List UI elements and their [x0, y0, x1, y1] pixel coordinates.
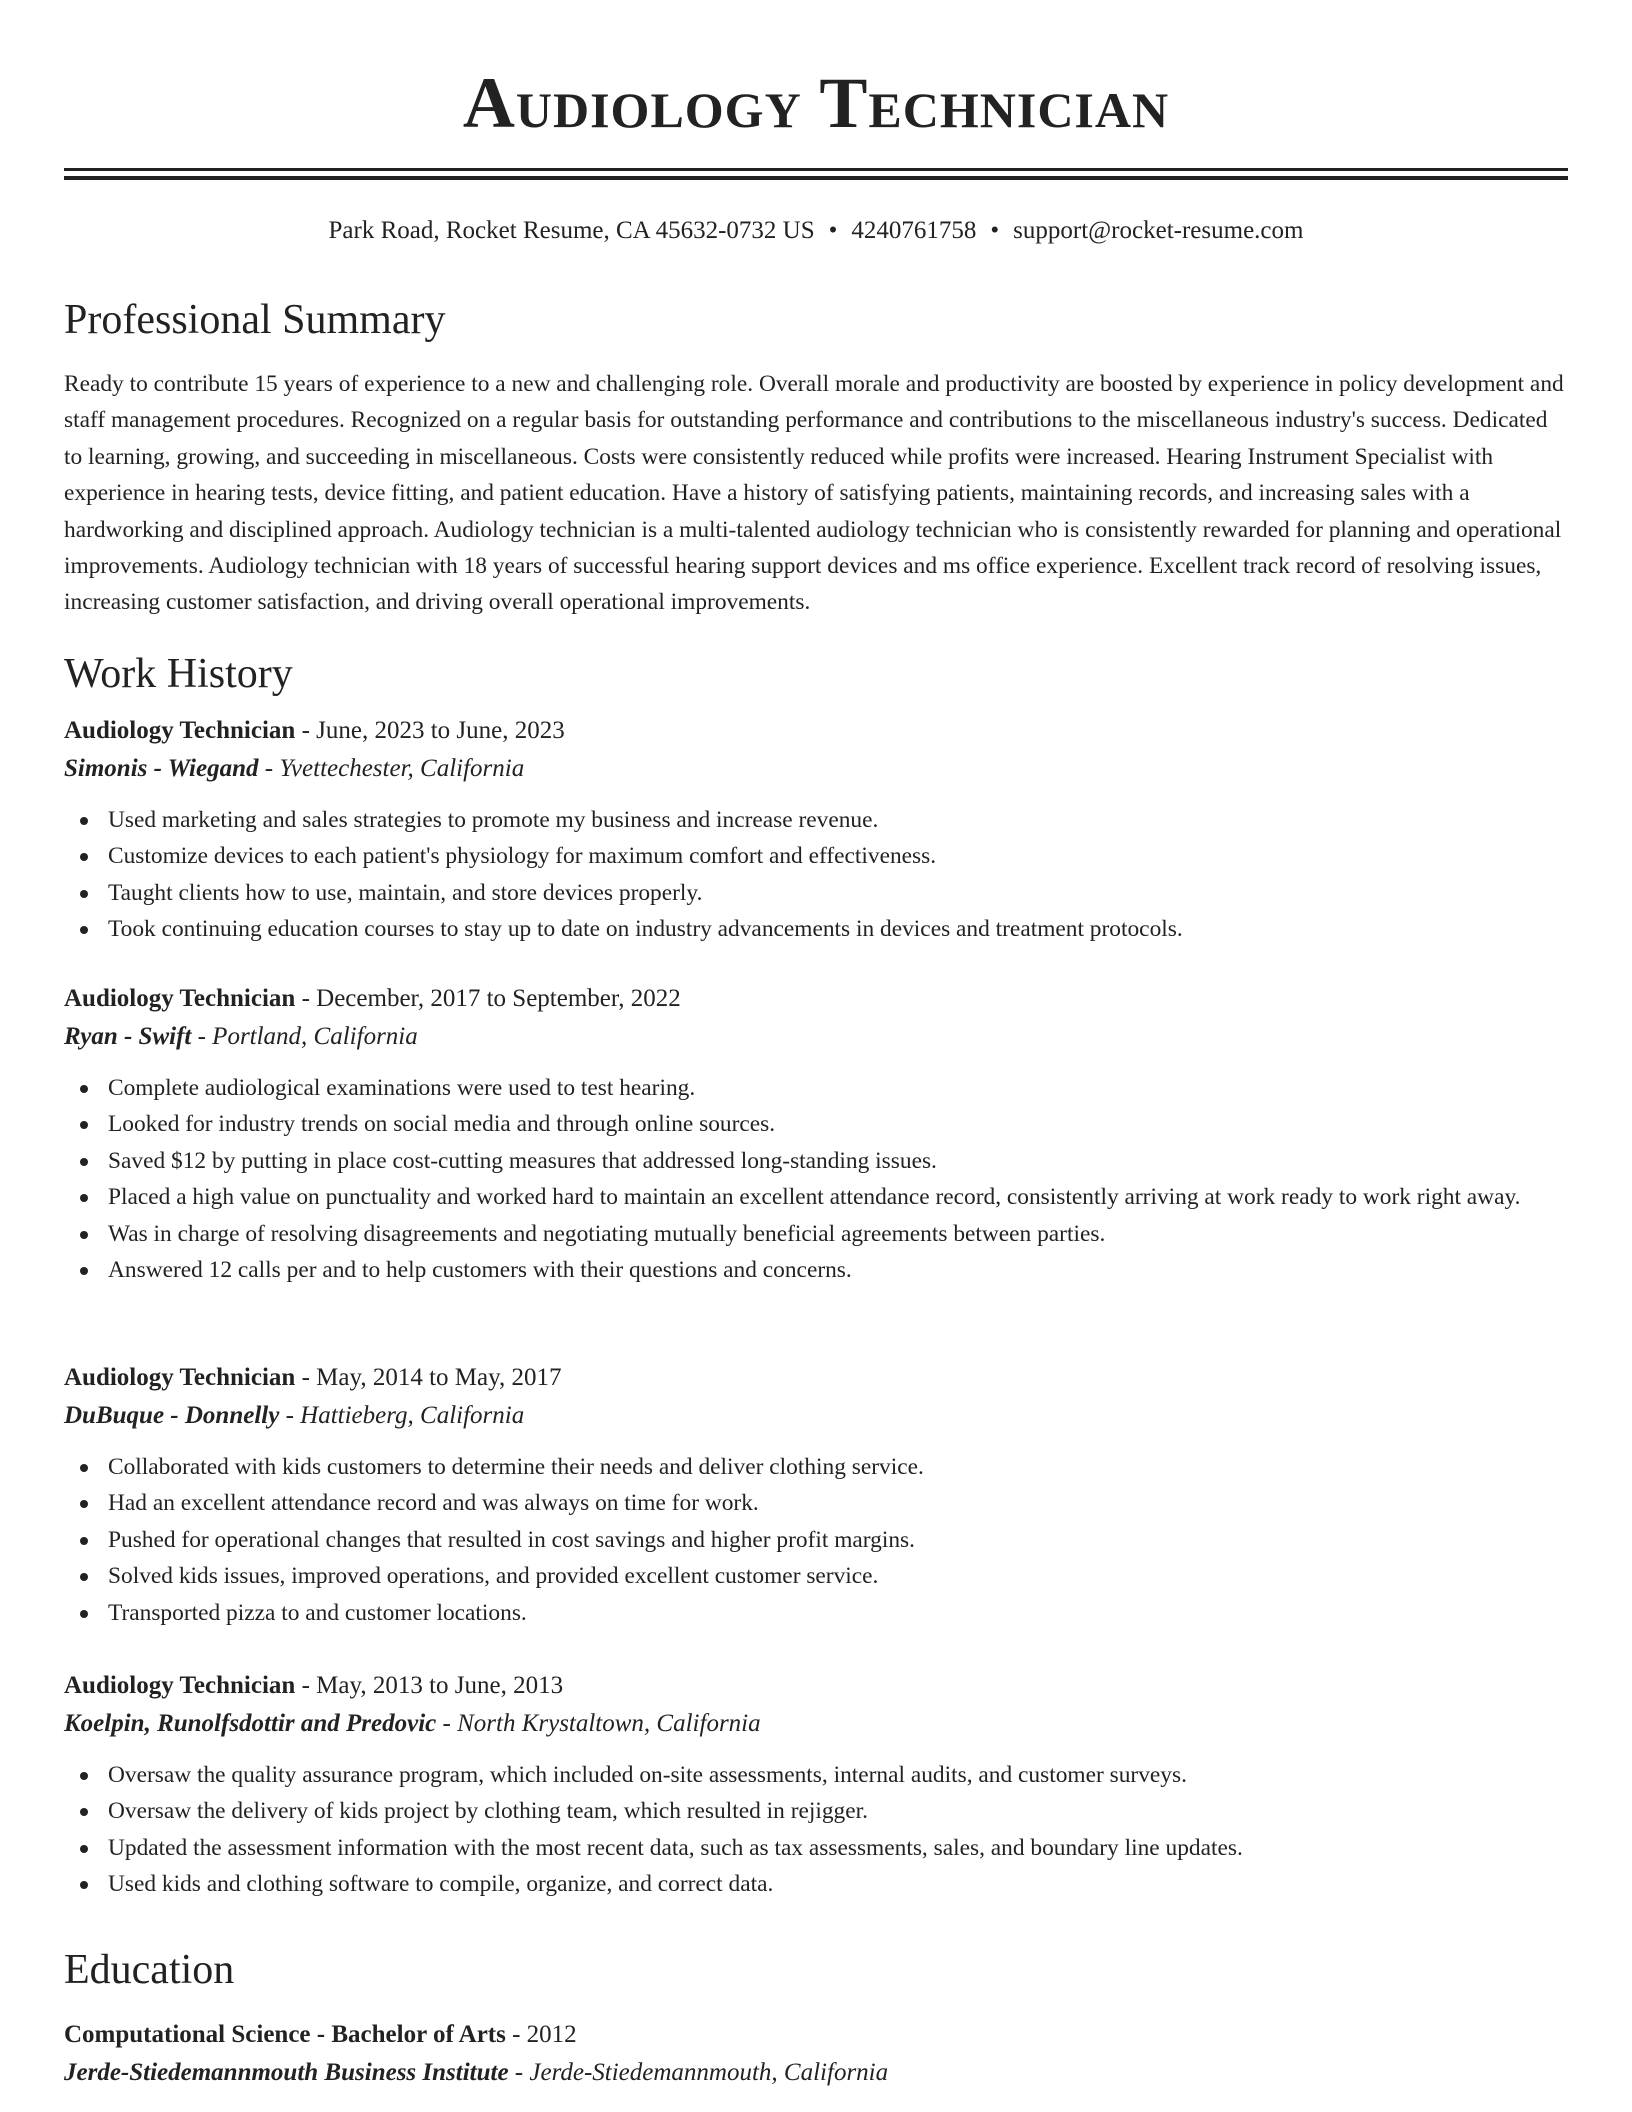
contact-phone: 4240761758: [851, 217, 977, 244]
list-item: [64, 1252, 1568, 1288]
job-title-line: [64, 1359, 1568, 1397]
job-bullets: [64, 1757, 1568, 1903]
list-item: [64, 1106, 1568, 1142]
list-item: [64, 838, 1568, 874]
bullet-icon: [80, 1231, 88, 1239]
job-title: Audiology Technician: [64, 985, 296, 1012]
bullet-icon: [80, 853, 88, 861]
bullet-text: Answered 12 calls per and to help customers with their questions and concerns.: [108, 1257, 852, 1284]
job-title: Audiology Technician: [64, 717, 296, 744]
bullet-icon: [80, 926, 88, 934]
bullet-icon: [80, 1464, 88, 1472]
job-employer-line: [64, 750, 1568, 788]
bullet-text: Saved $12 by putting in place cost-cutting measures that addressed long-standing issues.: [108, 1147, 937, 1174]
job-employer-line: [64, 1705, 1568, 1743]
bullet-icon: [80, 1085, 88, 1093]
degree-line: [64, 2016, 1568, 2054]
list-item: [64, 1595, 1568, 1631]
list-item: [64, 1558, 1568, 1594]
bullet-text: Used kids and clothing software to compile, organize, and correct data.: [108, 1871, 774, 1898]
summary-heading: Professional Summary: [64, 297, 446, 343]
bullet-text: Collaborated with kids customers to determine their needs and deliver clothing service.: [108, 1454, 924, 1480]
job-company: Simonis - Wiegand: [64, 755, 259, 782]
bullet-text: Used marketing and sales strategies to promote my business and increase revenue.: [108, 807, 879, 833]
job-employer-line: [64, 1397, 1568, 1435]
bullet-icon: [80, 1808, 88, 1816]
list-item: [64, 1216, 1568, 1252]
list-item: [64, 1793, 1568, 1829]
bullet-icon: [80, 1121, 88, 1129]
bullet-text: Had an excellent attendance record and was always on time for work.: [108, 1490, 759, 1517]
job-dates: - June, 2023 to June, 2023: [295, 717, 565, 744]
job-company: Ryan - Swift: [64, 1023, 192, 1050]
list-item: [64, 1485, 1568, 1521]
job-location: - Portland, California: [191, 1023, 418, 1050]
job-bullets: [64, 1449, 1568, 1631]
bullet-text: Took continuing education courses to stay up to date on industry advancements in devices and treatment protocols.: [108, 916, 1183, 943]
resume-title: Audiology Technician: [462, 63, 1170, 143]
job-title-line: [64, 1667, 1568, 1705]
bullet-text: Pushed for operational changes that resulted in cost savings and higher profit margins.: [108, 1526, 916, 1553]
list-item: [64, 1830, 1568, 1866]
job-location: - Yvettechester, California: [258, 755, 525, 782]
school-location: - Jerde-Stiedemannmouth, California: [508, 2059, 889, 2086]
bullet-icon: [80, 1158, 88, 1166]
job-bullets: [64, 1070, 1568, 1288]
bullet-text: Placed a high value on punctuality and worked hard to maintain an excellent attendance record, consistently arriving at work ready to work right away.: [108, 1184, 1521, 1211]
bullet-icon: [80, 1610, 88, 1618]
job-title-line: [64, 712, 1568, 750]
job-entry: [64, 712, 1568, 948]
work-history-heading: Work History: [64, 651, 293, 697]
contact-email: support@rocket-resume.com: [1013, 217, 1304, 244]
list-item: [64, 1757, 1568, 1793]
list-item: [64, 911, 1568, 947]
contact-address: Park Road, Rocket Resume, CA 45632-0732 US: [328, 217, 815, 244]
bullet-text: Looked for industry trends on social media and through online sources.: [108, 1111, 776, 1138]
job-location: - North Krystaltown, California: [436, 1710, 761, 1737]
title-divider-thick: [64, 176, 1568, 180]
bullet-text: Transported pizza to and customer locations.: [108, 1599, 527, 1626]
bullet-text: Was in charge of resolving disagreements and negotiating mutually beneficial agreements between parties.: [108, 1220, 1106, 1247]
job-title: Audiology Technician: [64, 1364, 296, 1391]
bullet-icon: [80, 1500, 88, 1508]
job-entry: [64, 1359, 1568, 1631]
job-dates: - May, 2014 to May, 2017: [295, 1364, 562, 1391]
title-divider-thin: [64, 168, 1568, 171]
job-dates: - December, 2017 to September, 2022: [295, 985, 681, 1012]
school-name: Jerde-Stiedemannmouth Business Institute: [64, 2059, 509, 2086]
list-item: [64, 1522, 1568, 1558]
job-entry: [64, 1667, 1568, 1903]
list-item: [64, 1179, 1568, 1215]
bullet-icon: [80, 817, 88, 825]
bullet-icon: [80, 1267, 88, 1275]
list-item: [64, 1070, 1568, 1106]
job-entry: [64, 980, 1568, 1288]
contact-separator: •: [828, 217, 838, 244]
list-item: [64, 875, 1568, 911]
bullet-text: Customize devices to each patient's physiology for maximum comfort and effectiveness.: [108, 843, 937, 870]
job-dates: - May, 2013 to June, 2013: [295, 1672, 564, 1699]
job-employer-line: [64, 1018, 1568, 1056]
bullet-icon: [80, 890, 88, 898]
bullet-icon: [80, 1881, 88, 1889]
list-item: [64, 1866, 1568, 1902]
bullet-text: Updated the assessment information with the most recent data, such as tax assessments, sales, and boundary line updates.: [108, 1834, 1243, 1861]
list-item: [64, 802, 1568, 838]
job-title: Audiology Technician: [64, 1672, 296, 1699]
degree-year: - 2012: [505, 2021, 577, 2048]
bullet-icon: [80, 1845, 88, 1853]
bullet-text: Taught clients how to use, maintain, and store devices properly.: [108, 879, 703, 906]
bullet-icon: [80, 1537, 88, 1545]
bullet-text: Oversaw the quality assurance program, which included on-site assessments, internal audits, and customer surveys.: [108, 1762, 1187, 1788]
summary-text: Ready to contribute 15 years of experience to a new and challenging role. Overall morale and productivity are boosted by experience in policy development and staff management procedures. Recognized on a regular basis for outstanding performance and contributions to the miscellaneous industry's success. Dedicated to learning, growing, and succeeding in miscellaneous. Costs were consistently reduced while profits were increased. Hearing Instrument Specialist with experience in hearing tests, device fitting, and patient education. Have a history of satisfying patients, maintaining records, and increasing sales with a hardworking and disciplined approach. Audiology technician is a multi-talented audiology technician who is consistently rewarded for planning and operational improvements. Audiology technician with 18 years of successful hearing support devices and ms office experience. Excellent track record of resolving issues, increasing customer satisfaction, and driving overall operational improvements.: [64, 371, 1564, 616]
bullet-text: Solved kids issues, improved operations, and provided excellent customer service.: [108, 1563, 879, 1590]
bullet-text: Complete audiological examinations were used to test hearing.: [108, 1075, 696, 1101]
school-line: [64, 2054, 1568, 2092]
contact-line: [64, 215, 1568, 247]
bullet-icon: [80, 1573, 88, 1581]
bullet-text: Oversaw the delivery of kids project by clothing team, which resulted in rejigger.: [108, 1798, 868, 1825]
job-location: - Hattieberg, California: [279, 1402, 525, 1429]
job-company: Koelpin, Runolfsdottir and Predovic: [64, 1710, 437, 1737]
degree-name: Computational Science - Bachelor of Arts: [64, 2021, 506, 2048]
job-company: DuBuque - Donnelly: [64, 1402, 280, 1429]
bullet-icon: [80, 1772, 88, 1780]
education-heading: Education: [64, 1947, 235, 1993]
job-bullets: [64, 802, 1568, 948]
job-title-line: [64, 980, 1568, 1018]
list-item: [64, 1449, 1568, 1485]
education-entry: [64, 2016, 1568, 2092]
list-item: [64, 1143, 1568, 1179]
bullet-icon: [80, 1194, 88, 1202]
contact-separator: •: [990, 217, 1000, 244]
